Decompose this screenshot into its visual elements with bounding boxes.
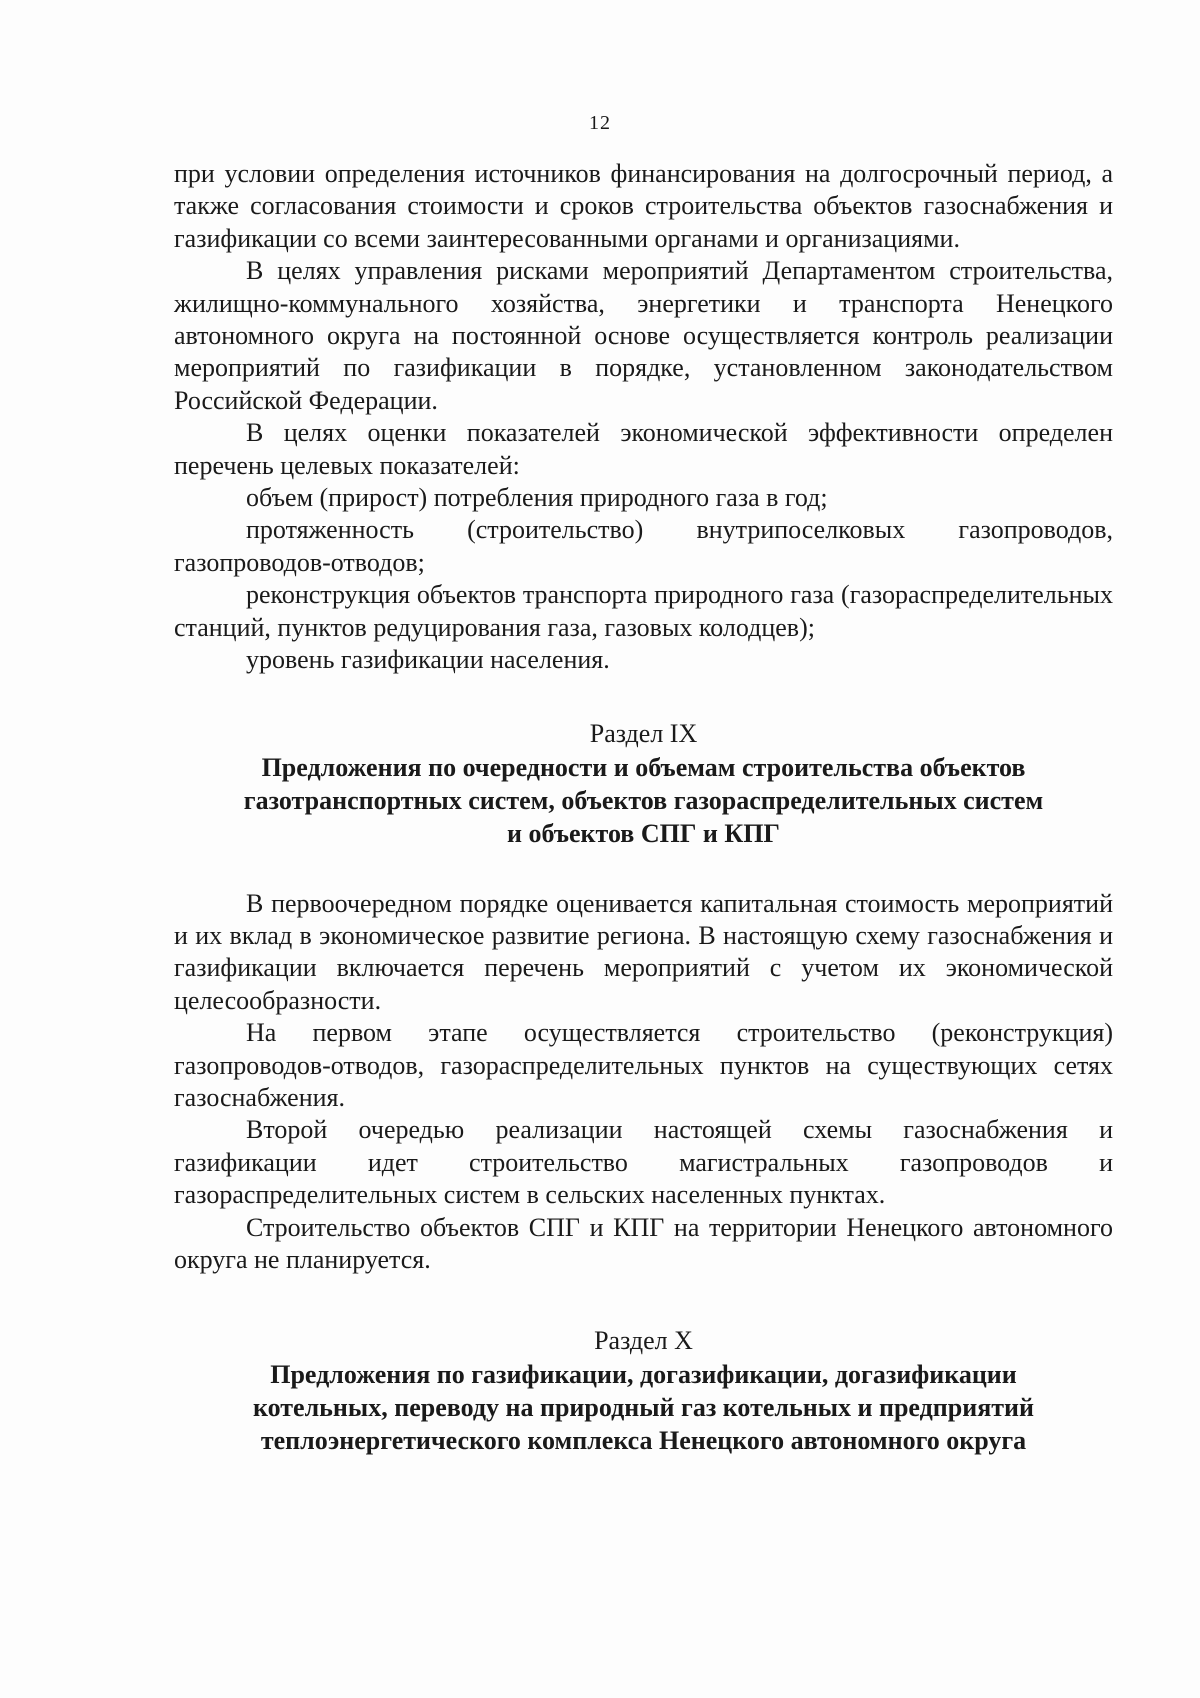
indicator-item: протяженность (строительство) внутрипоселковых газопроводов, газопроводов-отводов; <box>174 515 1113 577</box>
section-9-paragraph: Строительство объектов СПГ и КПГ на территории Ненецкого автономного округа не планируется. <box>174 1212 1113 1274</box>
paragraph-risk-management: В целях управления рисками мероприятий Департаментом строительства, жилищно-коммунального хозяйства, энергетики и транспорта Ненецкого автономного округа на постоянной основе осуществляется контроль реализации мероприятий по газификации в порядке, установленном законодательством Российской Федерации. <box>174 256 1113 415</box>
section-10-title-line: теплоэнергетического комплекса Ненецкого автономного округа <box>260 1426 1027 1456</box>
section-9-title-line: газотранспортных систем, объектов газораспределительных систем <box>243 785 1044 815</box>
paragraph-continuation: при условии определения источников финансирования на долгосрочный период, а также согласования стоимости и сроков строительства объектов газоснабжения и газификации со всеми заинтересованными органами и организациями. <box>174 159 1113 253</box>
paragraph-indicators-intro: В целях оценки показателей экономической эффективности определен перечень целевых показателей: <box>174 418 1113 480</box>
indicator-item: объем (прирост) потребления природного газа в год; <box>246 483 828 513</box>
section-10-label: Раздел X <box>594 1326 693 1356</box>
section-10-title-line: котельных, переводу на природный газ котельных и предприятий <box>252 1393 1034 1423</box>
indicator-item: реконструкция объектов транспорта природного газа (газораспределительных станций, пунктов редуцирования газа, газовых колодцев); <box>174 580 1113 642</box>
section-9-paragraph: В первоочередном порядке оценивается капитальная стоимость мероприятий и их вклад в экономическое развитие региона. В настоящую схему газоснабжения и газификации включается перечень мероприятий с учетом их экономической целесообразности. <box>174 888 1113 1015</box>
section-10-title-line: Предложения по газификации, догазификации, догазификации <box>270 1360 1017 1390</box>
page-content <box>174 158 1113 1457</box>
section-9-title-line: и объектов СПГ и КПГ <box>507 818 780 848</box>
section-9-paragraph: Второй очередью реализации настоящей схемы газоснабжения и газификации идет строительство магистральных газопроводов и газораспределительных систем в сельских населенных пунктах. <box>174 1115 1113 1210</box>
page-number: 12 <box>589 112 611 134</box>
section-9-title-line: Предложения по очередности и объемам строительства объектов <box>261 752 1026 782</box>
indicator-item: уровень газификации населения. <box>246 645 610 675</box>
section-9-paragraph: На первом этапе осуществляется строительство (реконструкция) газопроводов-отводов, газораспределительных пунктов на существующих сетях газоснабжения. <box>174 1018 1113 1112</box>
section-9-label: Раздел IX <box>589 718 698 748</box>
